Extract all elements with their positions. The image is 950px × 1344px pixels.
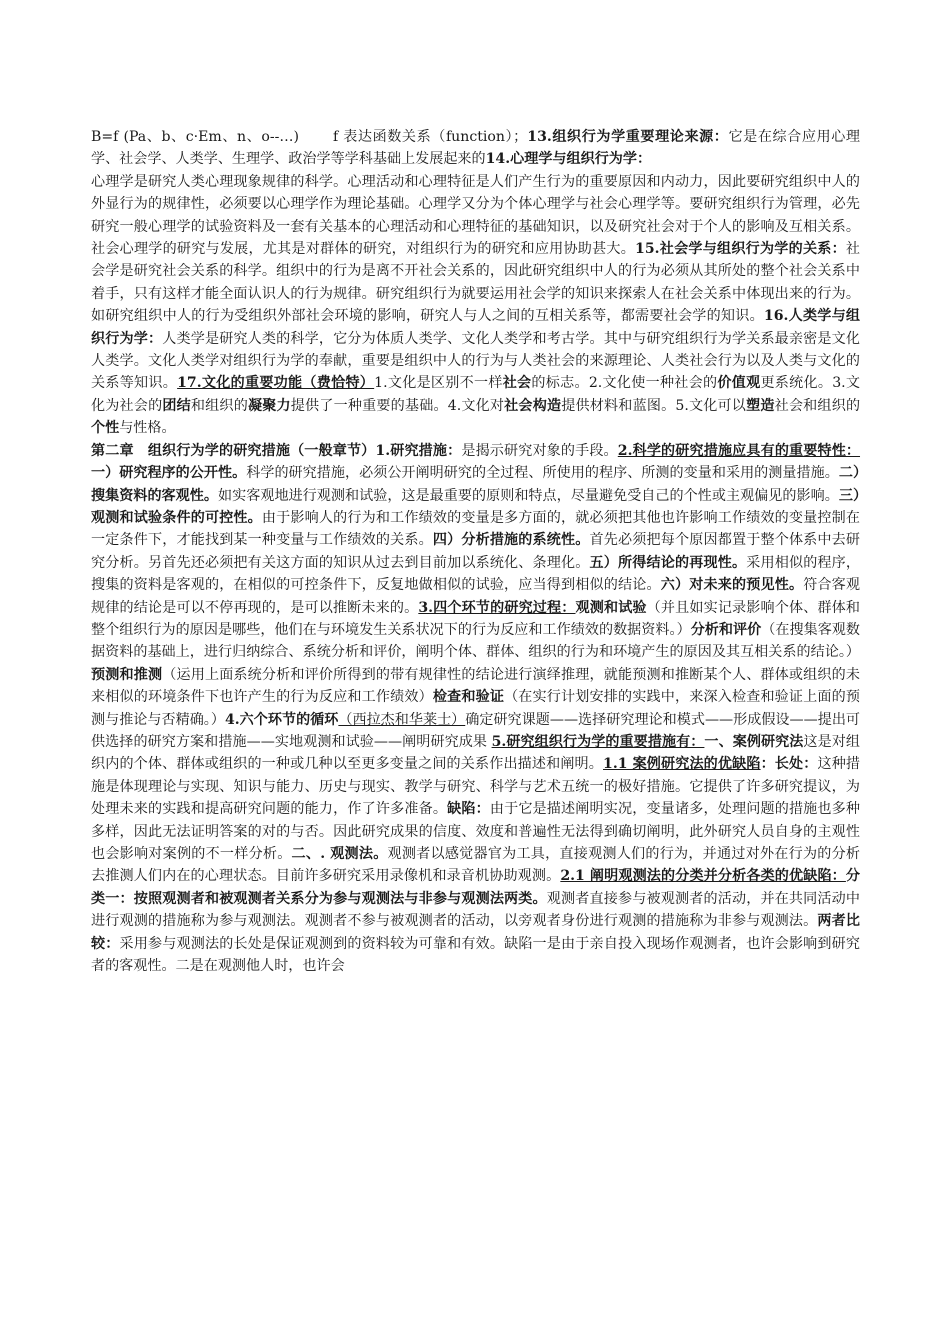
body-text: 如实客观地进行观测和试验，这是最重要的原则和特点，尽量避免受自己的个性或主观偏见的影响。	[218, 487, 839, 504]
paragraph	[91, 171, 860, 440]
paragraph	[91, 440, 860, 978]
emphasis-text: 1.1 案例研究法的优缺陷	[603, 756, 761, 773]
emphasis-text: 个性	[91, 420, 120, 437]
emphasis-text: 17.文化的重要功能（费恰特）	[177, 375, 375, 392]
body-text: 由于它是描述阐明实况，变量诸多，处理问题的措施也多种多样，因此无法证明答案的对的与否。因此研究成果的信度、效度和普遍性无法得到确切阐明，此外研究人员自身的主观性也会影响对案例的不一样分析。	[91, 801, 861, 862]
emphasis-text: 2.1 阐明观测法的分类并分析各类的优缺陷：	[560, 868, 846, 885]
body-text: 这种措施是体现理论与实现、知识与能力、历史与现实、教学与研究、科学与艺术五统一的极好措施。它提供了许多研究提议，为处理未来的实践和提高研究问题的能力，作了许多准备。	[91, 756, 861, 818]
body-text: 由于影响人的行为和工作绩效的变量是多方面的，就必须把其他也许影响工作绩效的变量控制在一定条件下，才能找到某一种变量与工作绩效的关系。	[91, 509, 860, 549]
body-text: 它是在综合应用心理学、社会学、人类学、生理学、政治学等学科基础上发展起来的	[91, 129, 860, 168]
emphasis-text: 一、案例研究法	[704, 733, 804, 750]
body-text: 与性格。	[119, 420, 176, 437]
body-text: 的标志。2.文化使一种社会的	[531, 375, 718, 392]
emphasis-text: 观测和试验	[575, 599, 647, 616]
emphasis-text: 13.组织行为学重要理论来源：	[527, 129, 729, 145]
body-text: 1.文化是区别不一样	[374, 375, 503, 392]
emphasis-text: 15.社会学与组织行为学的关系：	[635, 241, 846, 258]
emphasis-text: 三）观测和试验条件的可控性。	[91, 487, 861, 526]
body-text: 观测者直接参与被观测者的活动，并在共同活动中进行观测的措施称为参与观测法。观测者不参与被观测者的活动，以旁观者身份进行观测的措施称为非参与观测法。	[91, 890, 861, 930]
emphasis-text: 六）对未来的预见性。	[660, 577, 804, 594]
emphasis-text: 分类一：按照观测者和被观测者关系分为参与观测法与非参与观测法两类。	[91, 868, 860, 907]
emphasis-text: 社会构造	[504, 397, 562, 414]
body-text: 采用相似的程序，搜集的资料是客观的，在相似的可控条件下，反复地做相似的试验，应当得到相似的结论。	[91, 554, 861, 594]
emphasis-text: 两者比较：	[91, 913, 861, 952]
emphasis-text: 检查和验证	[432, 689, 505, 706]
emphasis-text: 五）所得结论的再现性。	[589, 554, 747, 571]
body-text: 科学的研究措施，必须公开阐明研究的全过程、所使用的程序、所测的变量和采用的测量措施。	[246, 465, 839, 482]
body-text: （在实行计划安排的实践中，来深入检查和验证上面的预测与推论与否精确。）	[91, 689, 860, 728]
emphasis-text: 16.人类学与组织行为学：	[91, 308, 860, 347]
body-text: 社会和组织的	[774, 397, 861, 414]
emphasis-text: 4.六个环节的循环	[224, 711, 339, 728]
body-text: 确定研究课题——选择研究理论和模式——形成假设——提出可供选择的研究方案和措施——实地观测和试验——阐明研究成果	[91, 711, 861, 750]
emphasis-text: 预测和推测	[91, 666, 163, 683]
body-text: 提供了一种重要的基础。4.文化对	[290, 397, 505, 414]
emphasis-text: 一）研究程序的公开性。	[91, 465, 247, 482]
emphasis-text: 缺陷：	[447, 801, 490, 818]
body-text: 观测者以感觉器官为工具，直接观测人们的行为，并通过对外在行为的分析去推测人们内在的心理状态。目前许多研究采用录像机和录音机协助观测。	[91, 846, 861, 885]
emphasis-text: 四）分析措施的系统性。	[432, 532, 590, 549]
body-text: 更系统化。3.文化为社会的	[91, 375, 861, 414]
emphasis-text: 凝聚力	[247, 397, 291, 414]
body-text: 提供材料和蓝图。5.文化可以	[561, 397, 747, 414]
document-page	[91, 126, 860, 977]
emphasis-text: ：长处：	[760, 756, 818, 773]
body-text: 和组织的	[190, 397, 248, 414]
emphasis-text: 社会	[502, 375, 532, 392]
emphasis-text: 价值观	[717, 375, 761, 392]
emphasis-text: 14.心理学与组织行为学：	[485, 151, 652, 168]
emphasis-text: 2.科学的研究措施应具有的重要特性：	[617, 442, 861, 459]
body-text: 心理学是研究人类心理现象规律的科学。心理活动和心理特征是人们产生行为的重要原因和内动力，因此要研究组织中人的外显行为的规律性，必须要以心理学作为理论基础。心理学又分为个体心理学与社会心理学等。要研究组织行为管理，必先研究一般心理学的试验资料及一套有关基本的心理活动和心理特征的基础知识，以及研究社会对于个人的影响及互相关系。社会心理学的研究与发展，尤其是对群体的研究，对组织行为的研究和应用协助甚大。	[91, 173, 860, 258]
paragraph	[91, 126, 860, 171]
body-text: （运用上面系统分析和评价所得到的带有规律性的结论进行演绎推理，就能预测和推断某个人、群体或组织的未来相似的环境条件下也许产生的行为反应和工作绩效）	[91, 666, 860, 706]
emphasis-text: 3.四个环节的研究过程：	[418, 599, 576, 616]
body-text: 是揭示研究对象的手段。	[461, 442, 618, 459]
emphasis-text: （西拉杰和华莱士）	[338, 711, 466, 728]
body-text: 人类学是研究人类的科学，它分为体质人类学、文化人类学和考古学。其中与研究组织行为学关系最亲密是文化人类学。文化人类学对组织行为学的奉献，重要是组织中人的行为与人类社会的来源理论、人类社会行为以及人类与文化的关系等知识。	[91, 330, 860, 392]
emphasis-text: 二）搜集资料的客观性。	[91, 465, 861, 504]
body-text: （在搜集客观数据资料的基础上，进行归纳综合、系统分析和评价，阐明个体、群体、组织的行为和环境产生的原因及其互相关系的结论。）	[91, 621, 861, 661]
emphasis-text: 塑造	[746, 397, 775, 414]
emphasis-text: 团结	[162, 397, 191, 414]
body-text: 采用参与观测法的长处是保证观测到的资料较为可靠和有效。缺陷一是由于亲自投入现场作观测者，也许会影响到研究者的客观性。二是在观测他人时，也许会	[91, 935, 861, 975]
body-text: 符合客观规律的结论是可以不停再现的，是可以推断未来的。	[91, 577, 861, 616]
emphasis-text: 第二章 组织行为学的研究措施（一般章节）	[91, 442, 376, 459]
emphasis-text: 5.研究组织行为学的重要措施有：	[491, 733, 705, 750]
emphasis-text: 1.研究措施：	[375, 442, 462, 459]
body-text: 首先必须把每个原因都置于整个体系中去研究分析。另首先还必须把有关这方面的知识从过去到目前加以系统化、条理化。	[91, 532, 861, 571]
emphasis-text: 分析和评价	[690, 621, 762, 638]
body-text: f 表达函数关系（function）；	[332, 129, 528, 145]
body-text: 社会学是研究社会关系的科学。组织中的行为是离不开社会关系的，因此研究组织中人的行为必须从其所处的整个社会关系中着手，只有这样才能全面认识人的行为规律。研究组织行为就要运用社会学的知识来探索人在社会关系中体现出来的行为。如研究组织中人的行为受组织外部社会环境的影响，研究人与人之间的互相关系等，都需要社会学的知识。	[91, 241, 860, 325]
body-text: （并且如实记录影响个体、群体和整个组织行为的原因是哪些，他们在与环境发生关系状况下的行为反应和工作绩效的数据资料。）	[91, 599, 861, 638]
emphasis-text: 二、. 观测法。	[291, 846, 388, 862]
body-text: B=f (Pa、b、c·Em、n、o--…)	[91, 129, 299, 145]
body-text: 这是对组织内的个体、群体或组织的一种或几种以至更多变量之间的关系作出描述和阐明。	[91, 733, 861, 773]
